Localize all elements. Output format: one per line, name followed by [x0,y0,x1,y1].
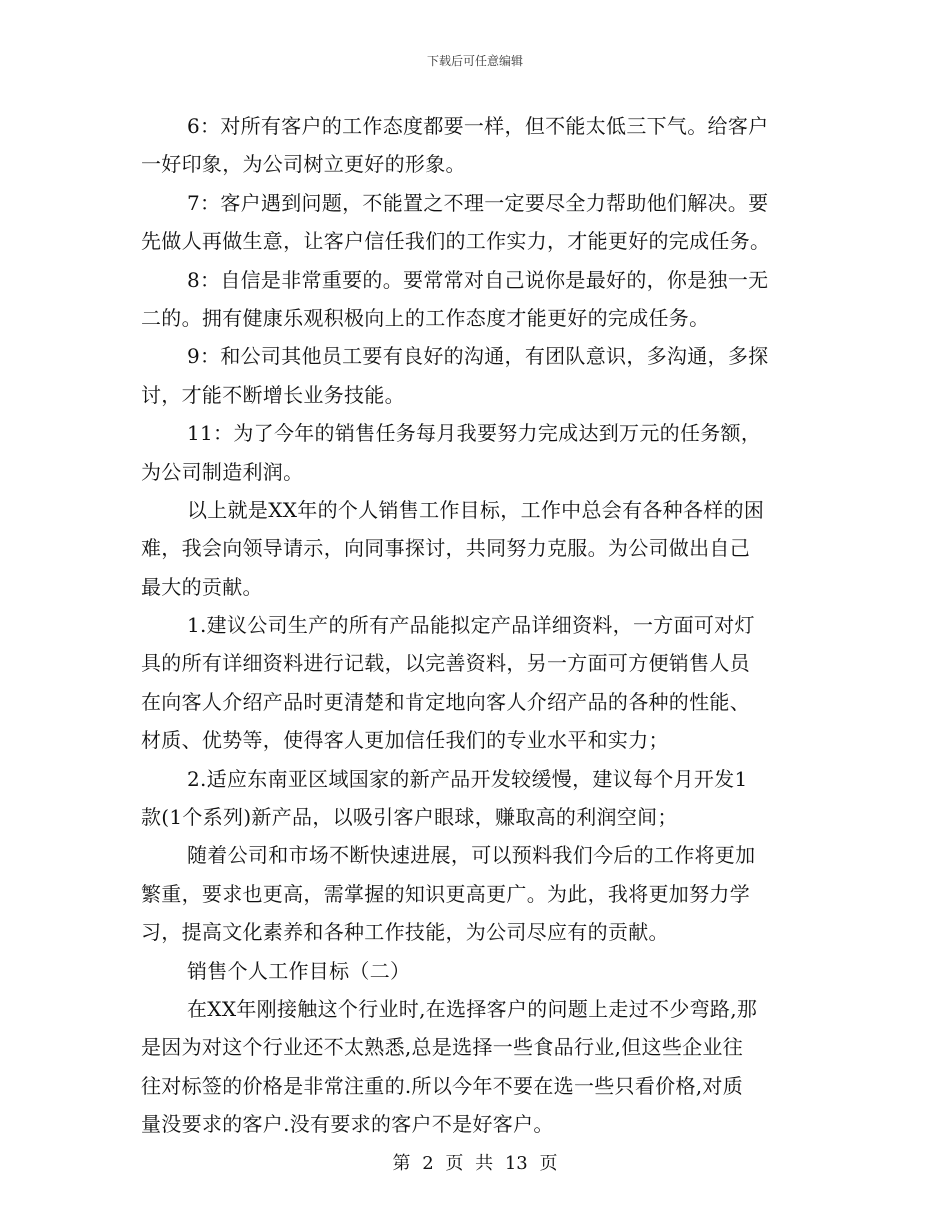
text-line: 11：为了今年的销售任务每月我要努力完成达到万元的任务额， [187,421,762,446]
text-line: 款(1个系列)新产品，以吸引客户眼球，赚取高的利润空间； [141,805,678,830]
text-line: 繁重，要求也更高，需掌握的知识更高更广。为此，我将更加努力学 [141,881,750,906]
text-line: 7：客户遇到问题，不能置之不理一定要尽全力帮助他们解决。要 [187,190,769,215]
text-line: 在向客人介绍产品时更清楚和肯定地向客人介绍产品的各种的性能、 [141,689,750,714]
page-header: 下载后可任意编辑 [426,54,523,68]
text-line: 二的。拥有健康乐观积极向上的工作态度才能更好的完成任务。 [141,305,710,330]
section-heading: 销售个人工作目标（二） [187,958,411,983]
text-line: 难，我会向领导请示，向同事探讨，共同努力克服。为公司做出自己 [141,536,750,561]
page-number: 第 2 页 共 13 页 [392,1153,558,1174]
text-line: 是因为对这个行业还不太熟悉,总是选择一些食品行业,但这些企业往 [141,1035,744,1060]
text-line: 6：对所有客户的工作态度都要一样，但不能太低三下气。给客户 [187,114,769,138]
text-line: 量没要求的客户.没有要求的客户不是好客户。 [141,1112,554,1137]
text-line: 往对标签的价格是非常注重的.所以今年不要在选一些只看价格,对质 [141,1073,744,1098]
text-line: 材质、优势等，使得客人更加信任我们的专业水平和实力； [141,728,669,753]
text-line: 最大的贡献。 [141,574,263,599]
text-line: 先做人再做生意，让客户信任我们的工作实力，才能更好的完成任务。 [141,229,771,254]
document-body [141,107,813,1144]
text-line: 习，提高文化素养和各种工作技能，为公司尽应有的贡献。 [141,920,669,945]
text-line: 讨，才能不断增长业务技能。 [141,382,405,407]
text-line: 具的所有详细资料进行记载，以完善资料，另一方面可方便销售人员 [141,651,750,676]
text-line: 一好印象，为公司树立更好的形象。 [141,152,466,177]
text-line: 在XX年刚接触这个行业时,在选择客户的问题上走过不少弯路,那 [187,996,758,1021]
text-line: 以上就是XX年的个人销售工作目标，工作中总会有各种各样的困 [187,497,765,522]
text-line: 8：自信是非常重要的。要常常对自己说你是最好的，你是独一无 [187,267,769,292]
text-line: 为公司制造利润。 [141,459,304,484]
text-line: 2.适应东南亚区域国家的新产品开发较缓慢，建议每个月开发1 [187,766,748,791]
text-line: 9：和公司其他员工要有良好的沟通，有团队意识，多沟通，多探 [187,344,769,369]
text-line: 1.建议公司生产的所有产品能拟定产品详细资料，一方面可对灯 [187,613,755,638]
text-line: 随着公司和市场不断快速进展，可以预料我们今后的工作将更加 [187,843,756,868]
